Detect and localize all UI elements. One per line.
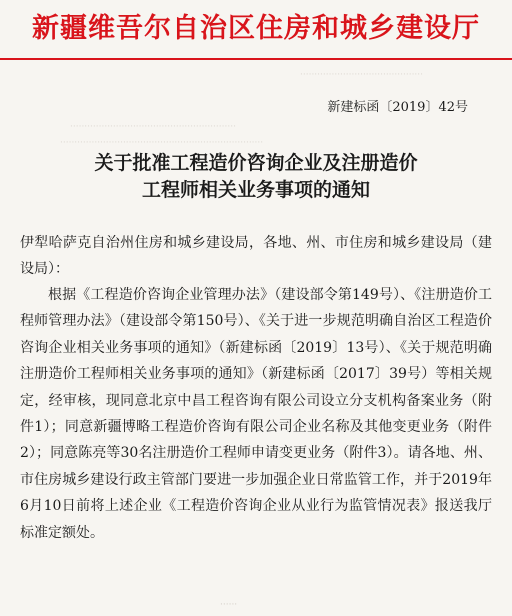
bleed-through-text: ·························································· — [70, 122, 236, 132]
body-paragraph: 根据《工程造价咨询企业管理办法》（建设部令第149号）、《注册造价工程师管理办法》（建设部令第150号）、《关于进一步规范明确自治区工程造价咨询企业相关业务事项的通知》（新建标函〔2019〕13号）、《关于规范明确注册造价工程师相关业务事项的通知》（新建标函〔2017〕39号）等相关规定，经审核，现同意北京中昌工程咨询有限公司设立分支机构备案业务（附件1）；同意新疆博略工程造价咨询有限公司企业名称及其他变更业务（附件2）；同意陈亮等30名注册造价工程师申请变更业务（附件3）。请各地、州、市住房城乡建设行政主管部门要进一步加强企业日常监管工作，并于2019年6月10日前将上述企业《工程造价咨询企业从业行为监管情况表》报送我厅标准定额处。 — [20, 287, 492, 541]
addressee-paragraph: 伊犁哈萨克自治州住房和城乡建设局，各地、州、市住房和城乡建设局（建设局）： — [20, 235, 492, 278]
red-divider-line — [0, 58, 512, 60]
bleed-through-text: ······ — [220, 600, 238, 610]
notice-title-line-2: 工程师相关业务事项的通知 — [141, 179, 370, 201]
bleed-through-text: ··········································· — [300, 70, 424, 80]
issuing-authority-header: 新疆维吾尔自治区住房和城乡建设厅 — [32, 13, 480, 44]
notice-title-line-1: 关于批准工程造价咨询企业及注册造价 — [94, 152, 418, 174]
document-number: 新建标函〔2019〕42号 — [327, 100, 468, 115]
bleed-through-text: ······································································· — [60, 138, 264, 148]
